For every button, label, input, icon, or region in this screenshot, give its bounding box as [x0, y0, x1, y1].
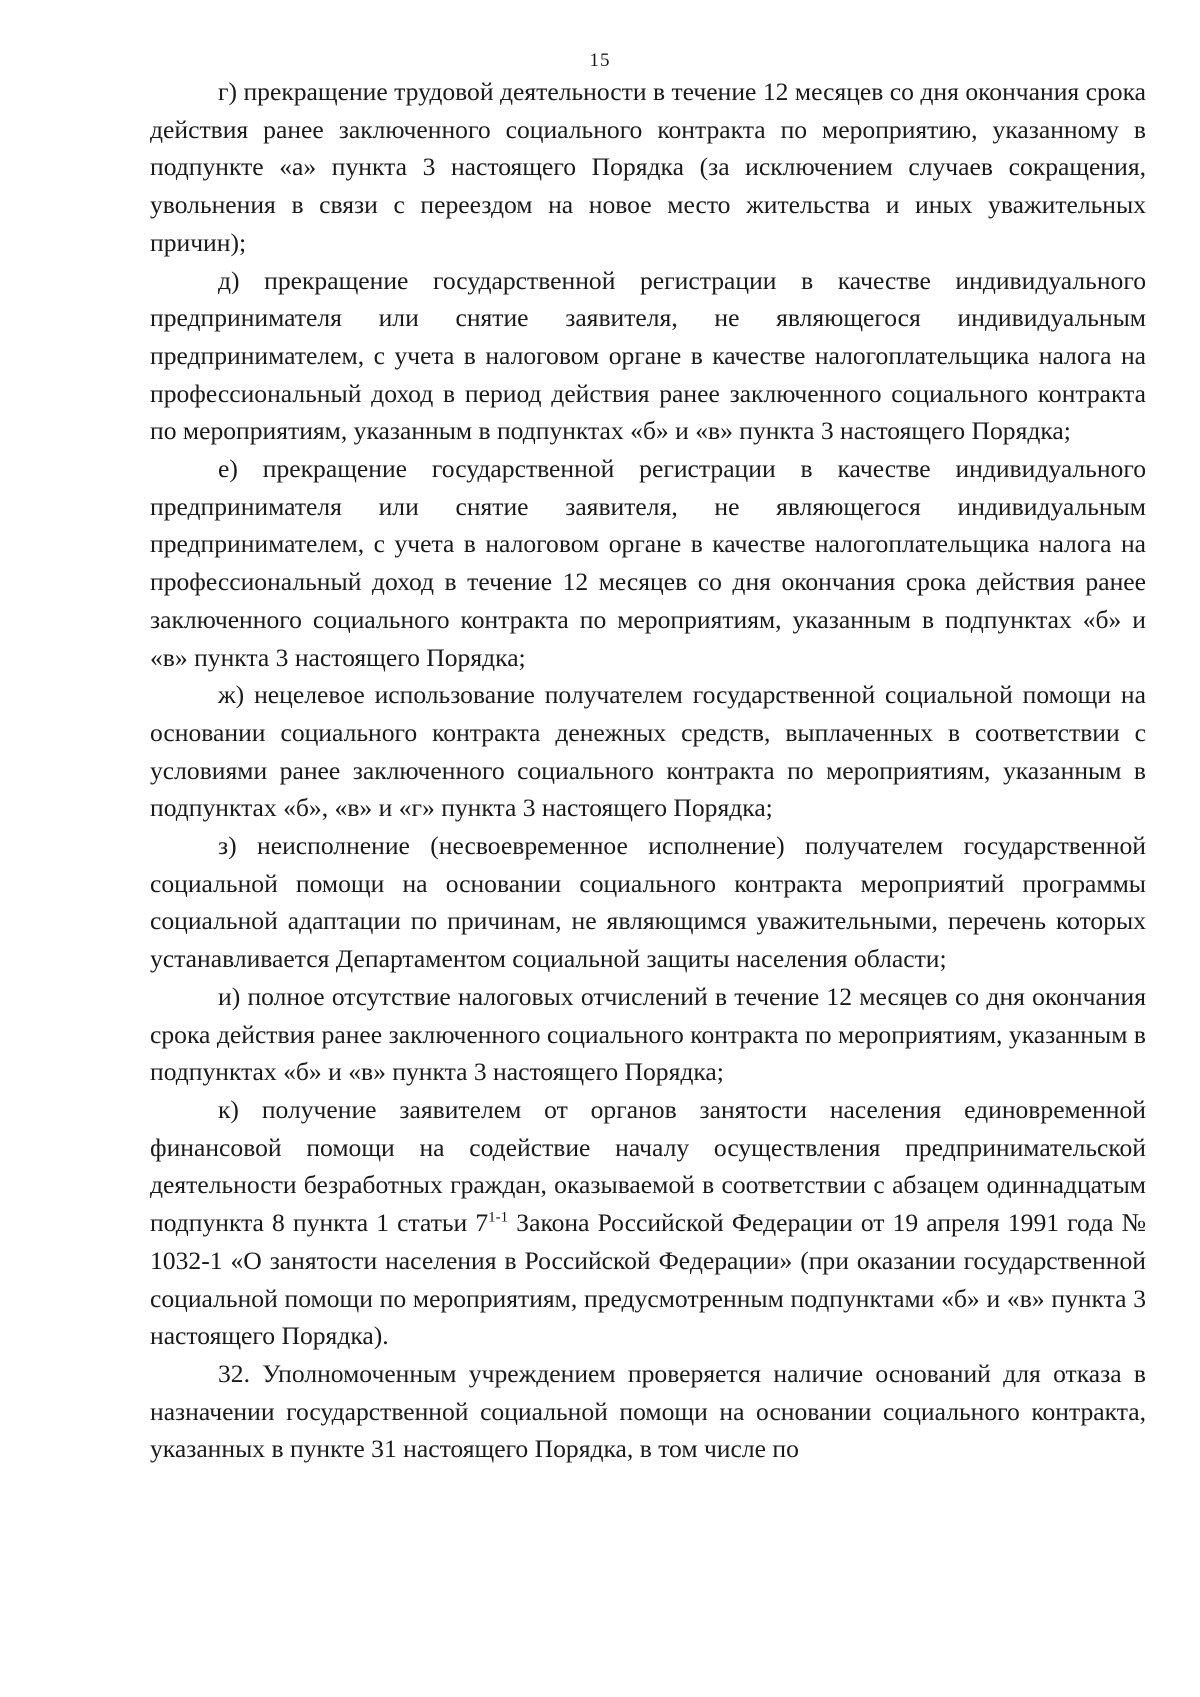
document-body: [150, 73, 1146, 1468]
paragraph-e: е) прекращение государственной регистрации в качестве индивидуального предпринимателя или снятие заявителя, не являющегося индивидуальным предпринимателем, с учета в налоговом органе в качестве налогоплательщика налога на профессиональный доход в течение 12 месяцев со дня окончания срока действия ранее заключенного социального контракта по мероприятиям, указанным в подпунктах «б» и «в» пункта 3 настоящего Порядка;: [150, 454, 1146, 672]
paragraph-i: и) полное отсутствие налоговых отчислений в течение 12 месяцев со дня окончания срока действия ранее заключенного социального контракта по мероприятиям, указанным в подпунктах «б» и «в» пункта 3 настоящего Порядка;: [150, 981, 1146, 1087]
paragraph-k: [150, 1091, 1146, 1355]
paragraph-zh: ж) нецелевое использование получателем государственной социальной помощи на основании социального контракта денежных средств, выплаченных в соответствии с условиями ранее заключенного социального контракта по мероприятиям, указанным в подпунктах «б», «в» и «г» пункта 3 настоящего Порядка;: [150, 680, 1146, 823]
paragraph-k-text-after: Закона Российской Федерации от 19 апреля 1991 года № 1032-1 «О занятости населения в Российской Федерации» (при оказании государственной социальной помощи по мероприятиям, предусмотренным подпунктами «б» и «в» пункта 3 настоящего Порядка).: [150, 1208, 1146, 1351]
paragraph-k-superscript: 1-1: [488, 1209, 509, 1226]
paragraph-d: д) прекращение государственной регистрации в качестве индивидуального предпринимателя или снятие заявителя, не являющегося индивидуальным предпринимателем, с учета в налоговом органе в качестве налогоплательщика налога на профессиональный доход в период действия ранее заключенного социального контракта по мероприятиям, указанным в подпунктах «б» и «в» пункта 3 настоящего Порядка;: [150, 265, 1146, 446]
paragraph-z: з) неисполнение (несвоевременное исполнение) получателем государственной социальной помощи на основании социального контракта мероприятий программы социальной адаптации по причинам, не являющимся уважительными, перечень которых устанавливается Департаментом социальной защиты населения области;: [150, 831, 1146, 974]
page-number: 15: [589, 50, 611, 71]
paragraph-g: г) прекращение трудовой деятельности в течение 12 месяцев со дня окончания срока действия ранее заключенного социального контракта по мероприятию, указанному в подпункте «а» пункта 3 настоящего Порядка (за исключением случаев сокращения, увольнения в связи с переездом на новое место жительства и иных уважительных причин);: [150, 77, 1146, 257]
paragraph-32: 32. Уполномоченным учреждением проверяется наличие оснований для отказа в назначении государственной социальной помощи на основании социального контракта, указанных в пункте 31 настоящего Порядка, в том числе по: [150, 1358, 1146, 1464]
paragraph-k-text-before: к) получение заявителем от органов занятости населения единовременной финансовой помощи на содействие началу осуществления предпринимательской деятельности безработных граждан, оказываемой в соответствии с абзацем одиннадцатым подпункта 8 пункта 1 статьи 7: [150, 1094, 1146, 1238]
